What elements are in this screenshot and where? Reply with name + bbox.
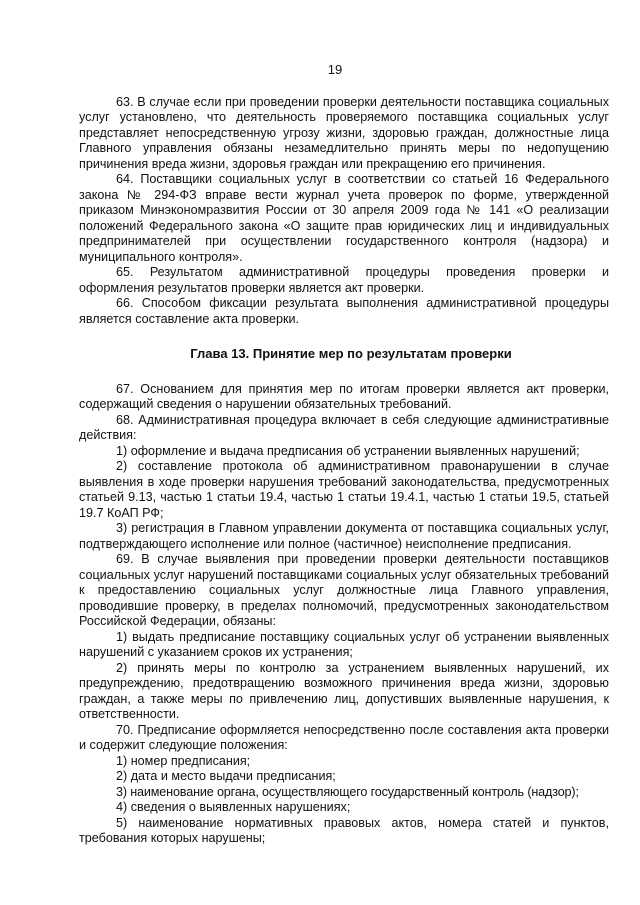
list-item-69-2: 2) принять меры по контролю за устранением выявленных нарушений, их предупреждению, предотвращению возможного причинения вреда жизни, здоровью граждан, а также меры по привлечению лиц, допустивших выявленные нарушения, к ответственности. — [79, 660, 609, 721]
list-item-70-4: 4) сведения о выявленных нарушениях; — [116, 800, 351, 814]
list-item-68-3: 3) регистрация в Главном управлении документа от поставщика социальных услуг, подтверждающего исполнение или полное (частичное) неисполнение предписания. — [79, 521, 609, 551]
paragraph-67: 67. Основанием для принятия мер по итогам проверки является акт проверки, содержащий сведения о нарушении обязательных требований. — [79, 381, 609, 411]
list-item-68-1: 1) оформление и выдача предписания об устранении выявленных нарушений; — [116, 443, 580, 458]
paragraph-65: 65. Результатом административной процедуры проведения проверки и оформления результатов проверки является акт проверки. — [79, 265, 609, 295]
paragraph-63: 63. В случае если при проведении проверки деятельности поставщика социальных услуг установлено, что деятельность проверяемого поставщика социальных услуг представляет непосредственную угрозу жизни, здоровью граждан, должностные лица Главного управления обязаны незамедлительно принять меры по недопущению причинения вреда жизни, здоровья граждан или прекращению его причинения. — [79, 94, 609, 171]
paragraph-64: 64. Поставщики социальных услуг в соответствии со статьей 16 Федерального закона № 294-ФЗ вправе вести журнал учета проверок по форме, утвержденной приказом Минэкономразвития России от 30 апреля 2009 года № 141 «О реализации положений Федерального закона «О защите прав юридических лиц и индивидуальных предпринимателей при осуществлении государственного контроля (надзора) и муниципального контроля». — [79, 172, 609, 264]
paragraph-70: 70. Предписание оформляется непосредственно после составления акта проверки и содержит следующие положения: — [79, 722, 609, 752]
paragraph-69: 69. В случае выявления при проведении проверки деятельности поставщиков социальных услуг нарушений поставщиками социальных услуг обязательных требований к предоставлению социальных услуг должностные лица Главного управления, проводившие проверку, в пределах полномочий, предусмотренных законодательством Российской Федерации, обязаны: — [79, 552, 609, 628]
list-item-70-2: 2) дата и место выдачи предписания; — [116, 769, 336, 783]
list-item-70-3: 3) наименование органа, осуществляющего государственный контроль (надзор); — [116, 784, 579, 799]
paragraph-66: 66. Способом фиксации результата выполнения административной процедуры является составление акта проверки. — [79, 296, 609, 326]
list-item-68-2: 2) составление протокола об административном правонарушении в случае выявления в ходе проверки нарушения требований законодательства, предусмотренных статьей 9.13, частью 1 статьи 19.4, частью 1 статьи 19.4.1, частью 1 статьи 19.5, статьей 19.7 КоАП РФ; — [79, 459, 609, 520]
paragraph-68: 68. Административная процедура включает в себя следующие административные действия: — [79, 412, 609, 442]
page-number: 19 — [327, 62, 343, 77]
chapter-heading: Глава 13. Принятие мер по результатам проверки — [190, 346, 512, 361]
list-item-69-1: 1) выдать предписание поставщику социальных услуг об устранении выявленных нарушений с указанием сроков их устранения; — [79, 629, 609, 659]
list-item-70-5: 5) наименование нормативных правовых актов, номера статей и пунктов, требования которых нарушены; — [79, 815, 609, 845]
list-item-70-1: 1) номер предписания; — [116, 753, 251, 768]
